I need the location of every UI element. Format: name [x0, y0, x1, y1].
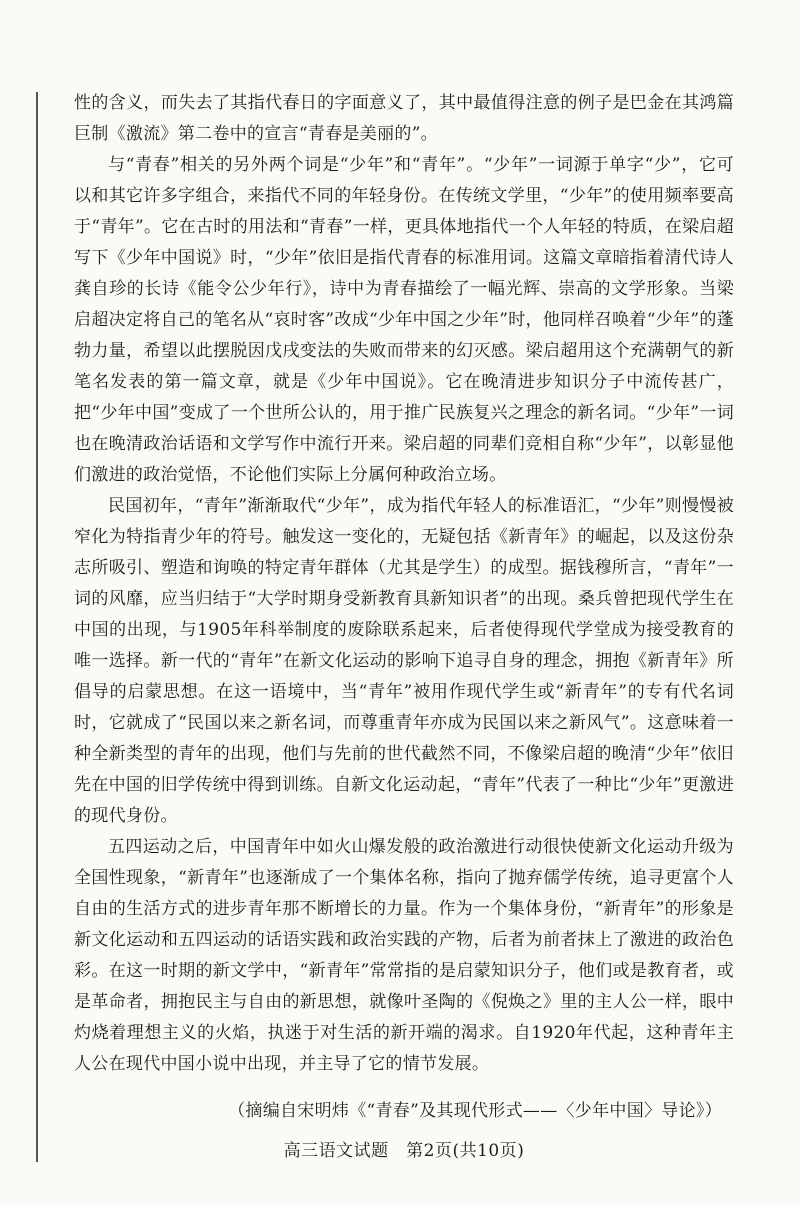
page-footer: 高三语文试题 第2页(共10页): [283, 1141, 525, 1161]
paragraph-continuation: 性的含义，而失去了其指代春日的字面意义了，其中最值得注意的例子是巴金在其鸿篇巨制《激流》第二卷中的宣言“青春是美丽的”。: [74, 93, 734, 144]
paragraph-shaonian-qingnian: 与“青春”相关的另外两个词是“少年”和“青年”。“少年”一词源于单字“少”，它可以和其它许多字组合，来指代不同的年轻身份。在传统文学里，“少年”的使用频率要高于“青年”。它在古时的用法和“青春”一样，更具体地指代一个人年轻的特质，在梁启超写下《少年中国说》时，“少年”依旧是指代青春的标准用词。这篇文章暗指着清代诗人龚自珍的长诗《能令公少年行》，诗中为青春描绘了一幅光辉、崇高的文学形象。当梁启超决定将自己的笔名从“哀时客”改成“少年中国之少年”时，他同样召唤着“少年”的蓬勃力量，希望以此摆脱因戊戌变法的失败而带来的幻灭感。梁启超用这个充满朝气的新笔名发表的第一篇文章，就是《少年中国说》。它在晚清进步知识分子中流传甚广，把“少年中国”变成了一个世所公认的，用于推广民族复兴之理念的新名词。“少年”一词也在晚清政治话语和文学写作中流行开来。梁启超的同辈们竞相自称“少年”，以彰显他们激进的政治觉悟，不论他们实际上分属何种政治立场。: [74, 155, 734, 485]
source-citation: （摘编自宋明炜《“青春”及其现代形式——〈少年中国〉导论》）: [228, 1101, 722, 1121]
binding-margin-line: [36, 92, 38, 1162]
paragraph-wusi-xinqingnian: 五四运动之后，中国青年中如火山爆发般的政治激进行动很快使新文化运动升级为全国性现象，“新青年”也逐渐成了一个集体名称，指向了抛弃儒学传统，追寻更富个人自由的生活方式的进步青年那不断增长的力量。作为一个集体身份，“新青年”的形象是新文化运动和五四运动的话语实践和政治实践的产物，后者为前者抹上了激进的政治色彩。在这一时期的新文学中，“新青年”常常指的是启蒙知识分子，他们或是教育者，或是革命者，拥抱民主与自由的新思想，就像叶圣陶的《倪焕之》里的主人公一样，眼中灼烧着理想主义的火焰，执迷于对生活的新开端的渴求。自1920年代起，这种青年主人公在现代中国小说中出现，并主导了它的情节发展。: [74, 837, 734, 1074]
paragraph-minguo-qingnian: 民国初年，“青年”渐渐取代“少年”，成为指代年轻人的标准语汇，“少年”则慢慢被窄化为特指青少年的符号。触发这一变化的，无疑包括《新青年》的崛起，以及这份杂志所吸引、塑造和询唤的特定青年群体（尤其是学生）的成型。据钱穆所言，“青年”一词的风靡，应当归结于“大学时期身受新教育具新知识者”的出现。桑兵曾把现代学生在中国的出现，与1905年科举制度的废除联系起来，后者使得现代学堂成为接受教育的唯一选择。新一代的“青年”在新文化运动的影响下追寻自身的理念，拥抱《新青年》所倡导的启蒙思想。在这一语境中，当“青年”被用作现代学生或“新青年”的专有代名词时，它就成了“民国以来之新名词，而尊重青年亦成为民国以来之新风气”。这意味着一种全新类型的青年的出现，他们与先前的世代截然不同，不像梁启超的晚清“少年”依旧先在中国的旧学传统中得到训练。自新文化运动起，“青年”代表了一种比“少年”更激进的现代身份。: [74, 496, 734, 826]
document-page: [74, 88, 734, 1166]
